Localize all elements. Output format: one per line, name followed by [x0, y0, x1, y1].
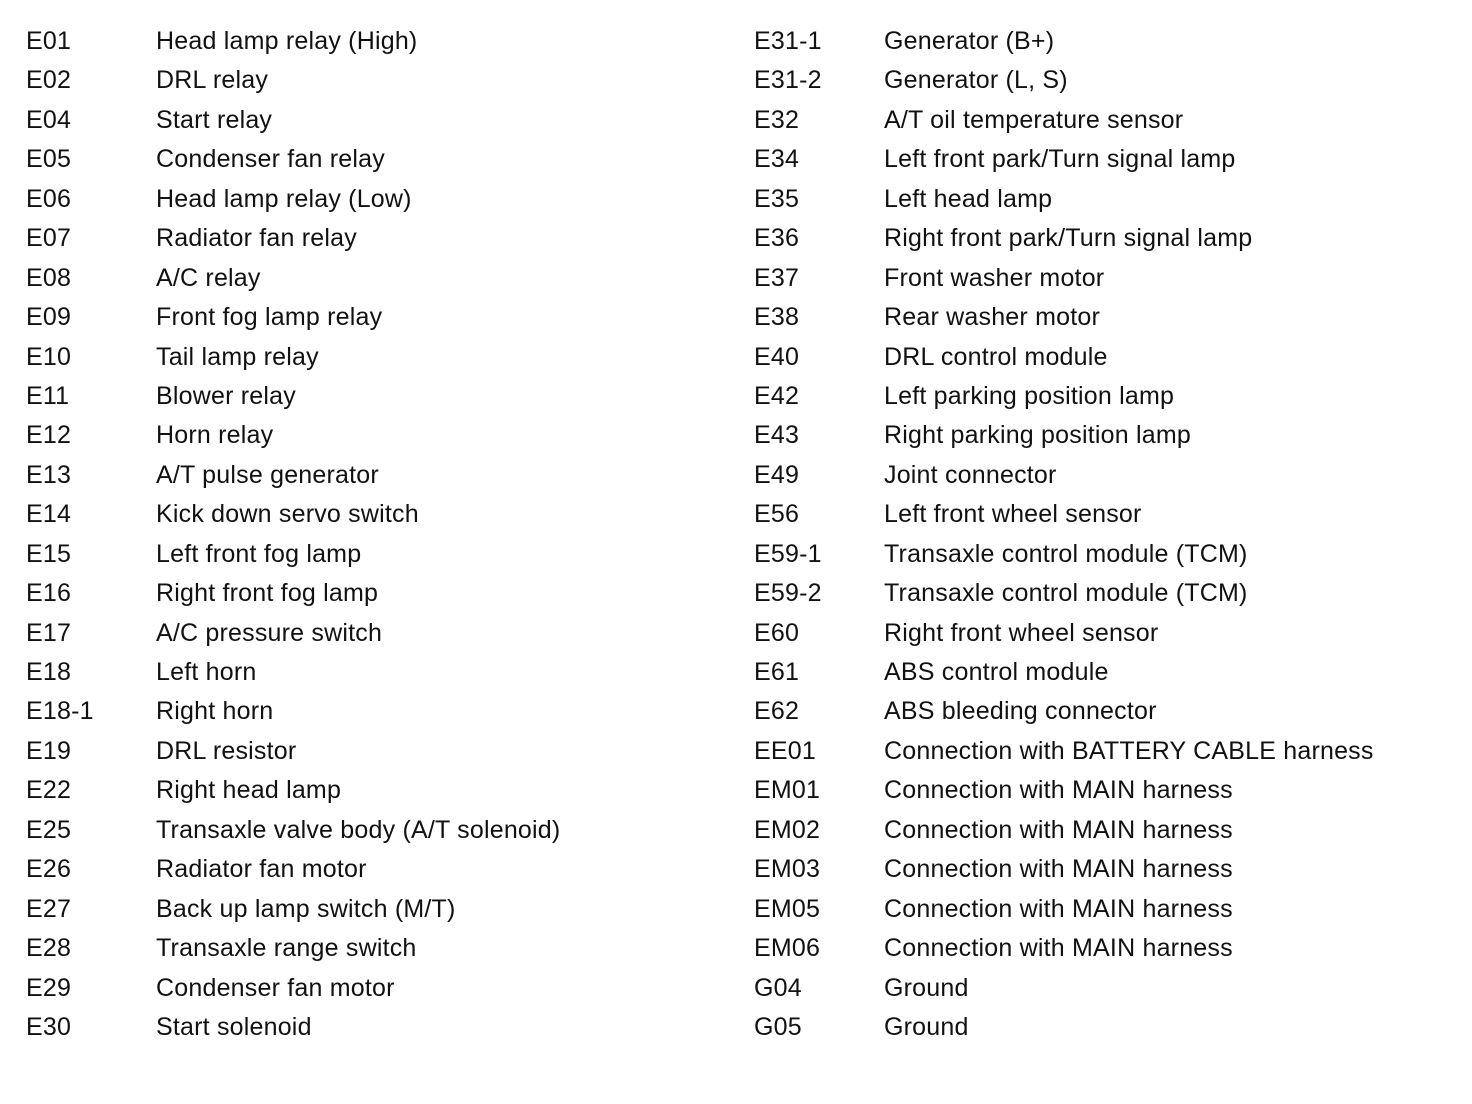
legend-row — [26, 456, 726, 495]
connector-code: E27 — [26, 894, 72, 923]
connector-description: Right head lamp — [156, 776, 342, 805]
connector-code: E60 — [754, 618, 800, 647]
legend-row — [26, 140, 726, 179]
legend-row — [26, 929, 726, 968]
legend-row — [26, 535, 726, 574]
legend-row — [26, 180, 726, 219]
connector-description: Connection with MAIN harness — [884, 894, 1233, 923]
connector-code: E26 — [26, 855, 72, 884]
connector-description: Ground — [884, 973, 969, 1002]
right-legend-column — [754, 22, 1454, 1047]
legend-row — [754, 298, 1454, 337]
connector-code: E43 — [754, 421, 800, 450]
connector-description: Start relay — [156, 105, 273, 134]
connector-description: Transaxle control module (TCM) — [884, 539, 1248, 568]
connector-code: E06 — [26, 184, 72, 213]
legend-row — [26, 298, 726, 337]
connector-code: EM06 — [754, 934, 821, 963]
legend-row — [26, 495, 726, 534]
connector-description: Right front fog lamp — [156, 579, 379, 608]
connector-description: Head lamp relay (Low) — [156, 184, 412, 213]
connector-code: E10 — [26, 342, 72, 371]
connector-description: A/T oil temperature sensor — [884, 105, 1184, 134]
legend-row — [26, 416, 726, 455]
connector-code: E38 — [754, 303, 800, 332]
connector-code: E35 — [754, 184, 800, 213]
connector-description: Connection with MAIN harness — [884, 815, 1233, 844]
connector-description: Joint connector — [884, 460, 1057, 489]
connector-code: E42 — [754, 381, 800, 410]
connector-code: E37 — [754, 263, 800, 292]
legend-row — [754, 259, 1454, 298]
connector-description: Head lamp relay (High) — [156, 27, 418, 55]
connector-code: E17 — [26, 618, 72, 647]
connector-description: Condenser fan motor — [156, 973, 395, 1002]
connector-description: Connection with BATTERY CABLE harness — [884, 736, 1374, 765]
legend-row — [754, 456, 1454, 495]
legend-row — [754, 929, 1454, 968]
connector-description: Kick down servo switch — [156, 500, 419, 529]
connector-description: Left front park/Turn signal lamp — [884, 145, 1236, 174]
connector-code: E40 — [754, 342, 800, 371]
connector-description: Right front wheel sensor — [884, 618, 1159, 647]
connector-description: Right front park/Turn signal lamp — [884, 224, 1253, 253]
connector-code: E04 — [26, 105, 72, 134]
legend-row — [26, 732, 726, 771]
legend-row — [754, 614, 1454, 653]
legend-row — [26, 614, 726, 653]
connector-code: E61 — [754, 658, 800, 686]
connector-code: EM01 — [754, 776, 821, 805]
connector-code: EE01 — [754, 736, 816, 765]
legend-row — [26, 850, 726, 889]
connector-code: E30 — [26, 1012, 72, 1041]
connector-code: E05 — [26, 145, 72, 174]
connector-description: Front washer motor — [884, 263, 1105, 292]
legend-row — [754, 811, 1454, 850]
connector-code: E09 — [26, 303, 72, 332]
legend-row — [754, 101, 1454, 140]
connector-description: Left front fog lamp — [156, 539, 362, 568]
legend-row — [754, 653, 1454, 692]
connector-description: DRL resistor — [156, 736, 297, 765]
connector-code: E07 — [26, 224, 72, 253]
connector-description: Ground — [884, 1012, 969, 1041]
connector-code: E01 — [26, 27, 72, 55]
legend-row — [26, 22, 726, 61]
left-legend-column — [26, 22, 726, 1047]
connector-code: E22 — [26, 776, 72, 805]
connector-code: E08 — [26, 263, 72, 292]
connector-description: Left front wheel sensor — [884, 500, 1142, 529]
connector-code: EM02 — [754, 815, 821, 844]
legend-row — [754, 732, 1454, 771]
connector-code: E59-1 — [754, 539, 822, 568]
connector-description: Connection with MAIN harness — [884, 855, 1233, 884]
connector-code: E29 — [26, 973, 72, 1002]
legend-row — [754, 1008, 1454, 1047]
connector-description: Transaxle range switch — [156, 934, 417, 963]
legend-row — [754, 338, 1454, 377]
connector-code: E18-1 — [26, 697, 94, 726]
connector-code: EM03 — [754, 855, 821, 884]
connector-code: E56 — [754, 500, 800, 529]
connector-code: E36 — [754, 224, 800, 253]
connector-description: ABS control module — [884, 658, 1109, 686]
connector-code: G04 — [754, 973, 802, 1002]
connector-description: Back up lamp switch (M/T) — [156, 894, 456, 923]
connector-description: Start solenoid — [156, 1012, 312, 1041]
connector-code: G05 — [754, 1012, 802, 1041]
connector-description: ABS bleeding connector — [884, 697, 1157, 726]
connector-description: Horn relay — [156, 421, 274, 450]
legend-row — [26, 969, 726, 1008]
connector-code: E31-1 — [754, 27, 822, 55]
legend-row — [754, 61, 1454, 100]
connector-description: DRL control module — [884, 342, 1108, 371]
connector-description: A/C relay — [156, 263, 261, 292]
connector-code: E12 — [26, 421, 72, 450]
legend-row — [26, 1008, 726, 1047]
connector-code: E34 — [754, 145, 800, 174]
connector-code: E19 — [26, 736, 72, 765]
connector-description: Front fog lamp relay — [156, 303, 383, 332]
legend-row — [26, 771, 726, 810]
legend-row — [26, 259, 726, 298]
connector-code: E49 — [754, 460, 800, 489]
connector-description: Left parking position lamp — [884, 381, 1175, 410]
connector-description: Transaxle control module (TCM) — [884, 579, 1248, 608]
connector-code: E32 — [754, 105, 800, 134]
connector-description: Tail lamp relay — [156, 342, 319, 371]
connector-code: E25 — [26, 815, 72, 844]
legend-row — [26, 890, 726, 929]
connector-description: A/C pressure switch — [156, 618, 383, 647]
connector-description: Blower relay — [156, 381, 296, 410]
legend-row — [26, 377, 726, 416]
legend-row — [754, 771, 1454, 810]
connector-code: E14 — [26, 500, 72, 529]
connector-description: Generator (B+) — [884, 27, 1055, 55]
connector-code: EM05 — [754, 894, 821, 923]
legend-row — [26, 219, 726, 258]
legend-row — [754, 416, 1454, 455]
connector-description: Transaxle valve body (A/T solenoid) — [156, 815, 561, 844]
connector-description: Rear washer motor — [884, 303, 1100, 332]
connector-code: E11 — [26, 381, 70, 410]
connector-code: E62 — [754, 697, 800, 726]
legend-row — [754, 535, 1454, 574]
connector-description: Right horn — [156, 697, 274, 726]
legend-row — [754, 377, 1454, 416]
connector-description: Radiator fan motor — [156, 855, 367, 884]
legend-row — [754, 140, 1454, 179]
legend-row — [754, 180, 1454, 219]
connector-code: E59-2 — [754, 579, 822, 608]
connector-description: Generator (L, S) — [884, 66, 1068, 95]
connector-description: Left head lamp — [884, 184, 1053, 213]
legend-row — [26, 692, 726, 731]
connector-description: Connection with MAIN harness — [884, 776, 1233, 805]
legend-row — [754, 495, 1454, 534]
connector-description: Left horn — [156, 658, 257, 686]
legend-row — [754, 850, 1454, 889]
connector-description: A/T pulse generator — [156, 460, 379, 489]
legend-row — [26, 338, 726, 377]
legend-row — [754, 890, 1454, 929]
connector-description: Right parking position lamp — [884, 421, 1191, 450]
connector-description: Connection with MAIN harness — [884, 934, 1233, 963]
legend-row — [26, 101, 726, 140]
connector-description: DRL relay — [156, 66, 269, 95]
legend-row — [754, 22, 1454, 61]
legend-row — [754, 692, 1454, 731]
connector-description: Radiator fan relay — [156, 224, 357, 253]
legend-row — [754, 219, 1454, 258]
legend-row — [26, 61, 726, 100]
legend-row — [26, 653, 726, 692]
connector-code: E13 — [26, 460, 72, 489]
connector-code: E18 — [26, 658, 72, 686]
connector-description: Condenser fan relay — [156, 145, 385, 174]
connector-code: E31-2 — [754, 66, 822, 95]
legend-row — [26, 811, 726, 850]
legend-row — [26, 574, 726, 613]
legend-row — [754, 574, 1454, 613]
legend-row — [754, 969, 1454, 1008]
connector-code: E28 — [26, 934, 72, 963]
connector-code: E15 — [26, 539, 72, 568]
connector-code: E16 — [26, 579, 72, 608]
connector-code: E02 — [26, 66, 72, 95]
